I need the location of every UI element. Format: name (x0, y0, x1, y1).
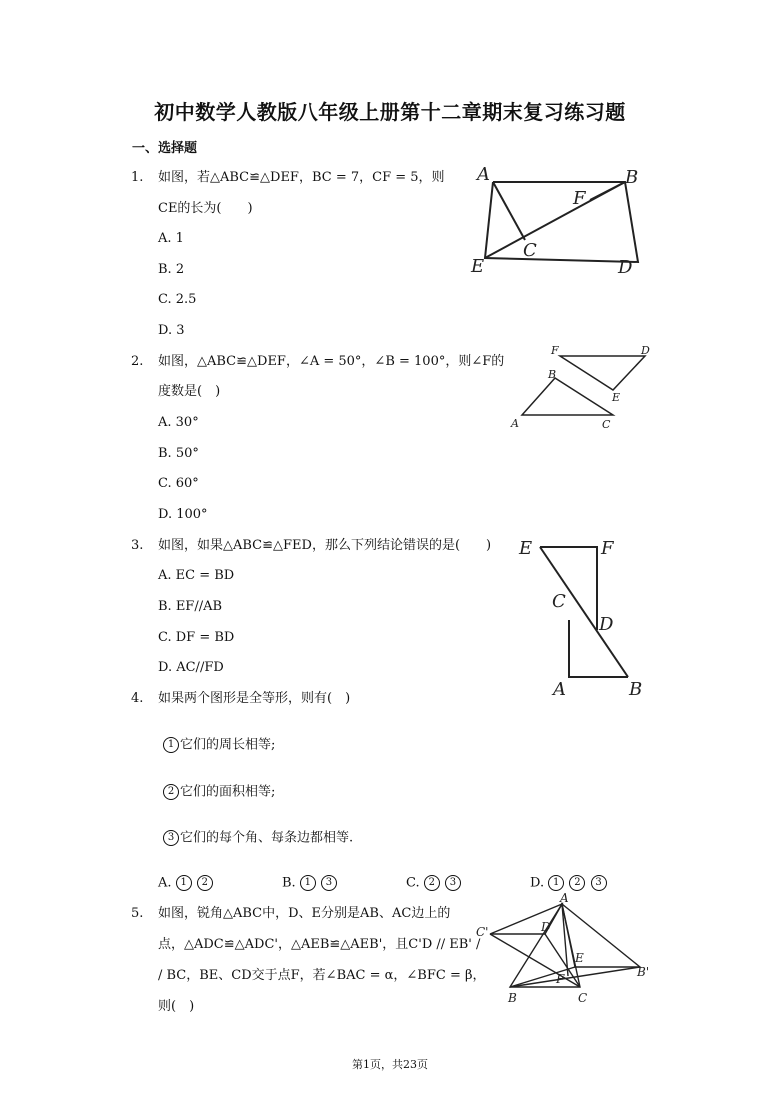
q5-label-e: E (575, 951, 584, 965)
q5-label-b: B (508, 991, 517, 1005)
page-title: 初中数学人教版八年级上册第十二章期末复习练习题 (154, 100, 626, 124)
q1-figure-line-ac (493, 182, 525, 240)
q1-label-d: D (618, 257, 633, 278)
q5-stem-line1: 如图，锐角△ABC中，D、E分别是AB、AC边上的 (158, 906, 451, 921)
q4-item-3 (163, 830, 353, 847)
q5-number: 5. (131, 906, 144, 921)
q4-option-d-letter: D. (530, 875, 545, 891)
q4-option-b-letter: B. (282, 875, 296, 891)
q4-number: 4. (131, 691, 144, 706)
q2-label-c: C (602, 418, 611, 431)
q1-stem-line2: CE的长为( ) (158, 201, 253, 216)
q2-triangle-abc (522, 378, 613, 415)
q3-option-d: D. AC//FD (158, 660, 224, 675)
q5-label-f: F (556, 972, 565, 986)
q1-figure (465, 160, 645, 280)
q5-stem-line4: 则( ) (158, 999, 195, 1014)
q4-item-2-text: 它们的面积相等; (180, 784, 276, 800)
q2-label-b: B (548, 368, 557, 381)
q1-stem-line1: 如图，若△ABC≌△DEF，BC = 7，CF = 5，则 (158, 170, 445, 185)
q1-figure-line-fb (590, 182, 625, 200)
q5-label-a: A (560, 891, 569, 905)
q4-option-d-mark: 1 (548, 875, 564, 891)
q1-number: 1. (131, 170, 144, 185)
q4-option-a-mark: 2 (197, 875, 213, 891)
q1-label-b: B (625, 167, 639, 188)
q1-option-d: D. 3 (158, 323, 185, 338)
q4-option-b (282, 875, 338, 892)
q3-stem-line1: 如图，如果△ABC≌△FED，那么下列结论错误的是( ) (158, 538, 492, 553)
q3-option-a: A. EC = BD (158, 568, 235, 583)
q2-stem-line2: 度数是( ) (158, 384, 221, 399)
q2-option-a: A. 30° (158, 415, 199, 430)
q3-label-f: F (601, 538, 614, 559)
q1-option-c: C. 2.5 (158, 292, 197, 307)
q1-figure-outline (485, 182, 638, 262)
q2-label-d: D (641, 344, 650, 357)
q3-label-d: D (599, 614, 614, 635)
q5-triangle-abc (510, 904, 580, 987)
q2-option-b: B. 50° (158, 446, 199, 461)
q4-option-a-letter: A. (158, 875, 172, 891)
q1-option-b: B. 2 (158, 262, 185, 277)
q4-item-3-mark: 3 (163, 830, 179, 846)
q4-option-d-mark: 2 (569, 875, 585, 891)
q5-triangle-aeb-prime (562, 904, 640, 967)
q4-option-c-mark: 2 (424, 875, 440, 891)
q4-item-1 (163, 737, 275, 754)
q5-figure (470, 890, 660, 1015)
q5-label-c: C (578, 991, 588, 1005)
q5-triangle-adc-prime (490, 904, 562, 934)
page-footer: 第1页，共23页 (352, 1058, 428, 1071)
q1-label-e: E (471, 256, 485, 277)
q4-option-d-mark: 3 (591, 875, 607, 891)
q5-label-b-prime: B' (637, 965, 650, 979)
q2-label-e: E (612, 391, 621, 404)
q4-option-a-mark: 1 (176, 875, 192, 891)
q4-item-1-text: 它们的周长相等; (180, 737, 276, 753)
q2-figure (505, 340, 665, 435)
q3-option-b: B. EF//AB (158, 599, 223, 614)
q4-option-b-mark: 3 (321, 875, 337, 891)
q4-stem: 如果两个图形是全等形，则有( ) (158, 691, 351, 706)
q4-item-2 (163, 784, 275, 801)
q3-number: 3. (131, 538, 144, 553)
q2-label-f: F (551, 344, 559, 357)
q5-stem-line3: / BC，BE、CD交于点F，若∠BAC = α，∠BFC = β， (158, 968, 486, 983)
q4-item-2-mark: 2 (163, 784, 179, 800)
q3-label-b: B (629, 679, 643, 700)
q5-label-c-prime: C' (476, 925, 489, 939)
q1-label-a: A (477, 164, 490, 185)
q4-option-c-letter: C. (406, 875, 420, 891)
section-heading: 一、选择题 (132, 141, 198, 156)
q4-option-b-mark: 1 (300, 875, 316, 891)
q3-label-e: E (519, 538, 533, 559)
q2-number: 2. (131, 354, 144, 369)
q4-option-a (158, 875, 214, 892)
q1-label-f: F (573, 188, 586, 209)
q2-stem-line1: 如图，△ABC≌△DEF，∠A = 50°，∠B = 100°，则∠F的 (158, 354, 505, 369)
q3-label-c: C (552, 591, 566, 612)
q2-triangle-def (560, 356, 645, 390)
q5-label-d: D (541, 920, 551, 934)
q3-figure (515, 530, 655, 705)
q5-stem-line2: 点，△ADC≌△ADC'，△AEB≌△AEB'，且C'D // EB' / (158, 937, 481, 952)
q3-line-eb (540, 547, 628, 677)
q2-option-d: D. 100° (158, 507, 208, 522)
q4-item-3-text: 它们的每个角、每条边都相等. (180, 830, 354, 846)
q4-item-1-mark: 1 (163, 737, 179, 753)
q4-option-c (406, 875, 462, 892)
q5-segment-be (510, 967, 575, 987)
q3-label-a: A (553, 679, 566, 700)
q1-label-c: C (523, 240, 537, 261)
q4-option-c-mark: 3 (445, 875, 461, 891)
q2-label-a: A (511, 417, 519, 430)
q2-option-c: C. 60° (158, 476, 199, 491)
q3-option-c: C. DF = BD (158, 630, 235, 645)
q1-option-a: A. 1 (158, 231, 184, 246)
